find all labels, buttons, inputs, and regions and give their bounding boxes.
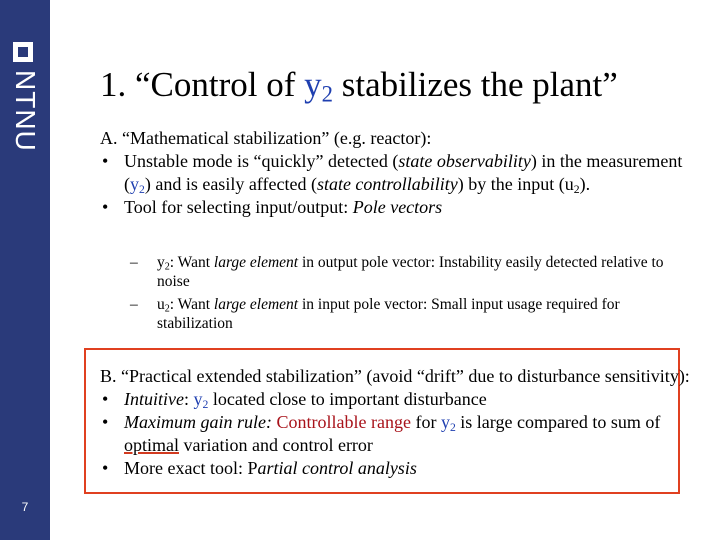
text-highlight: Controllable range [276,412,411,432]
section-b-bullet-1 [100,388,700,411]
text: located close to important disturbance [208,389,487,409]
bullet-icon: • [102,389,109,409]
var-sub: 2 [164,303,170,315]
slide-title [100,64,618,106]
text: in input pole vector: Small input usage required for stabilization [157,296,620,332]
sidebar [0,0,50,540]
text: ). [579,174,591,194]
var-sub: 2 [202,397,209,411]
text: variation and control error [179,435,373,455]
text: ) in the measurement ( [124,151,683,194]
title-prefix: 1. “Control of [100,65,305,104]
dash-icon: – [130,254,138,271]
section-b [100,365,700,480]
var: y [130,174,139,194]
text: : Want [169,254,214,271]
text: More exact tool: P [124,458,258,478]
section-a-sub-1 [130,253,690,291]
text-italic: artial control analysis [257,458,417,478]
page-number: 7 [21,500,29,514]
var-sub: 2 [449,420,456,434]
var: y [157,254,165,271]
section-a-bullet-1 [100,150,700,196]
text-italic: Pole vectors [352,197,443,217]
text-italic: Intuitive [124,389,184,409]
text-underlined: optimal [124,435,179,455]
text-italic: state controllability [316,174,458,194]
title-var-sub: 2 [321,81,334,107]
text-italic: state observability [398,151,531,171]
section-a-subitems [130,253,690,333]
section-a [100,127,700,219]
text: : [183,389,194,409]
title-suffix: stabilizes the plant” [333,65,618,104]
var-sub: 2 [573,182,580,196]
section-a-heading: A. “Mathematical stabilization” (e.g. reactor): [100,128,432,148]
text: for [410,412,441,432]
section-a-sub-2 [130,295,690,333]
text-italic: large element [213,254,299,271]
section-a-bullet-2 [100,196,700,219]
text: ) and is easily affected ( [144,174,317,194]
bullet-icon: • [102,458,109,478]
text-italic: large element [213,296,299,313]
text: Tool for selecting input/output: [124,197,353,217]
ntnu-logo-text: NTNU [10,70,41,152]
var: y [193,389,203,409]
text: in output pole vector: Instability easily detected relative to noise [157,254,664,290]
section-b-bullet-2 [100,411,700,457]
var: y [440,412,450,432]
text: Unstable mode is “quickly” detected ( [124,151,399,171]
bullet-icon: • [102,412,109,432]
ntnu-logo-icon [13,42,33,62]
bullet-icon: • [102,197,109,217]
text: ) by the input (u [457,174,574,194]
bullet-icon: • [102,151,109,171]
text: is large compared to sum of [455,412,661,432]
text-italic: Maximum gain rule: [124,412,272,432]
title-var: y [304,65,322,104]
var: u [157,296,165,313]
section-b-heading: B. “Practical extended stabilization” (avoid “drift” due to disturbance sensitivity): [100,366,690,386]
section-b-bullet-3 [100,457,700,480]
var-sub: 2 [164,261,170,273]
text: : Want [169,296,214,313]
var-sub: 2 [139,182,145,196]
dash-icon: – [130,296,138,313]
